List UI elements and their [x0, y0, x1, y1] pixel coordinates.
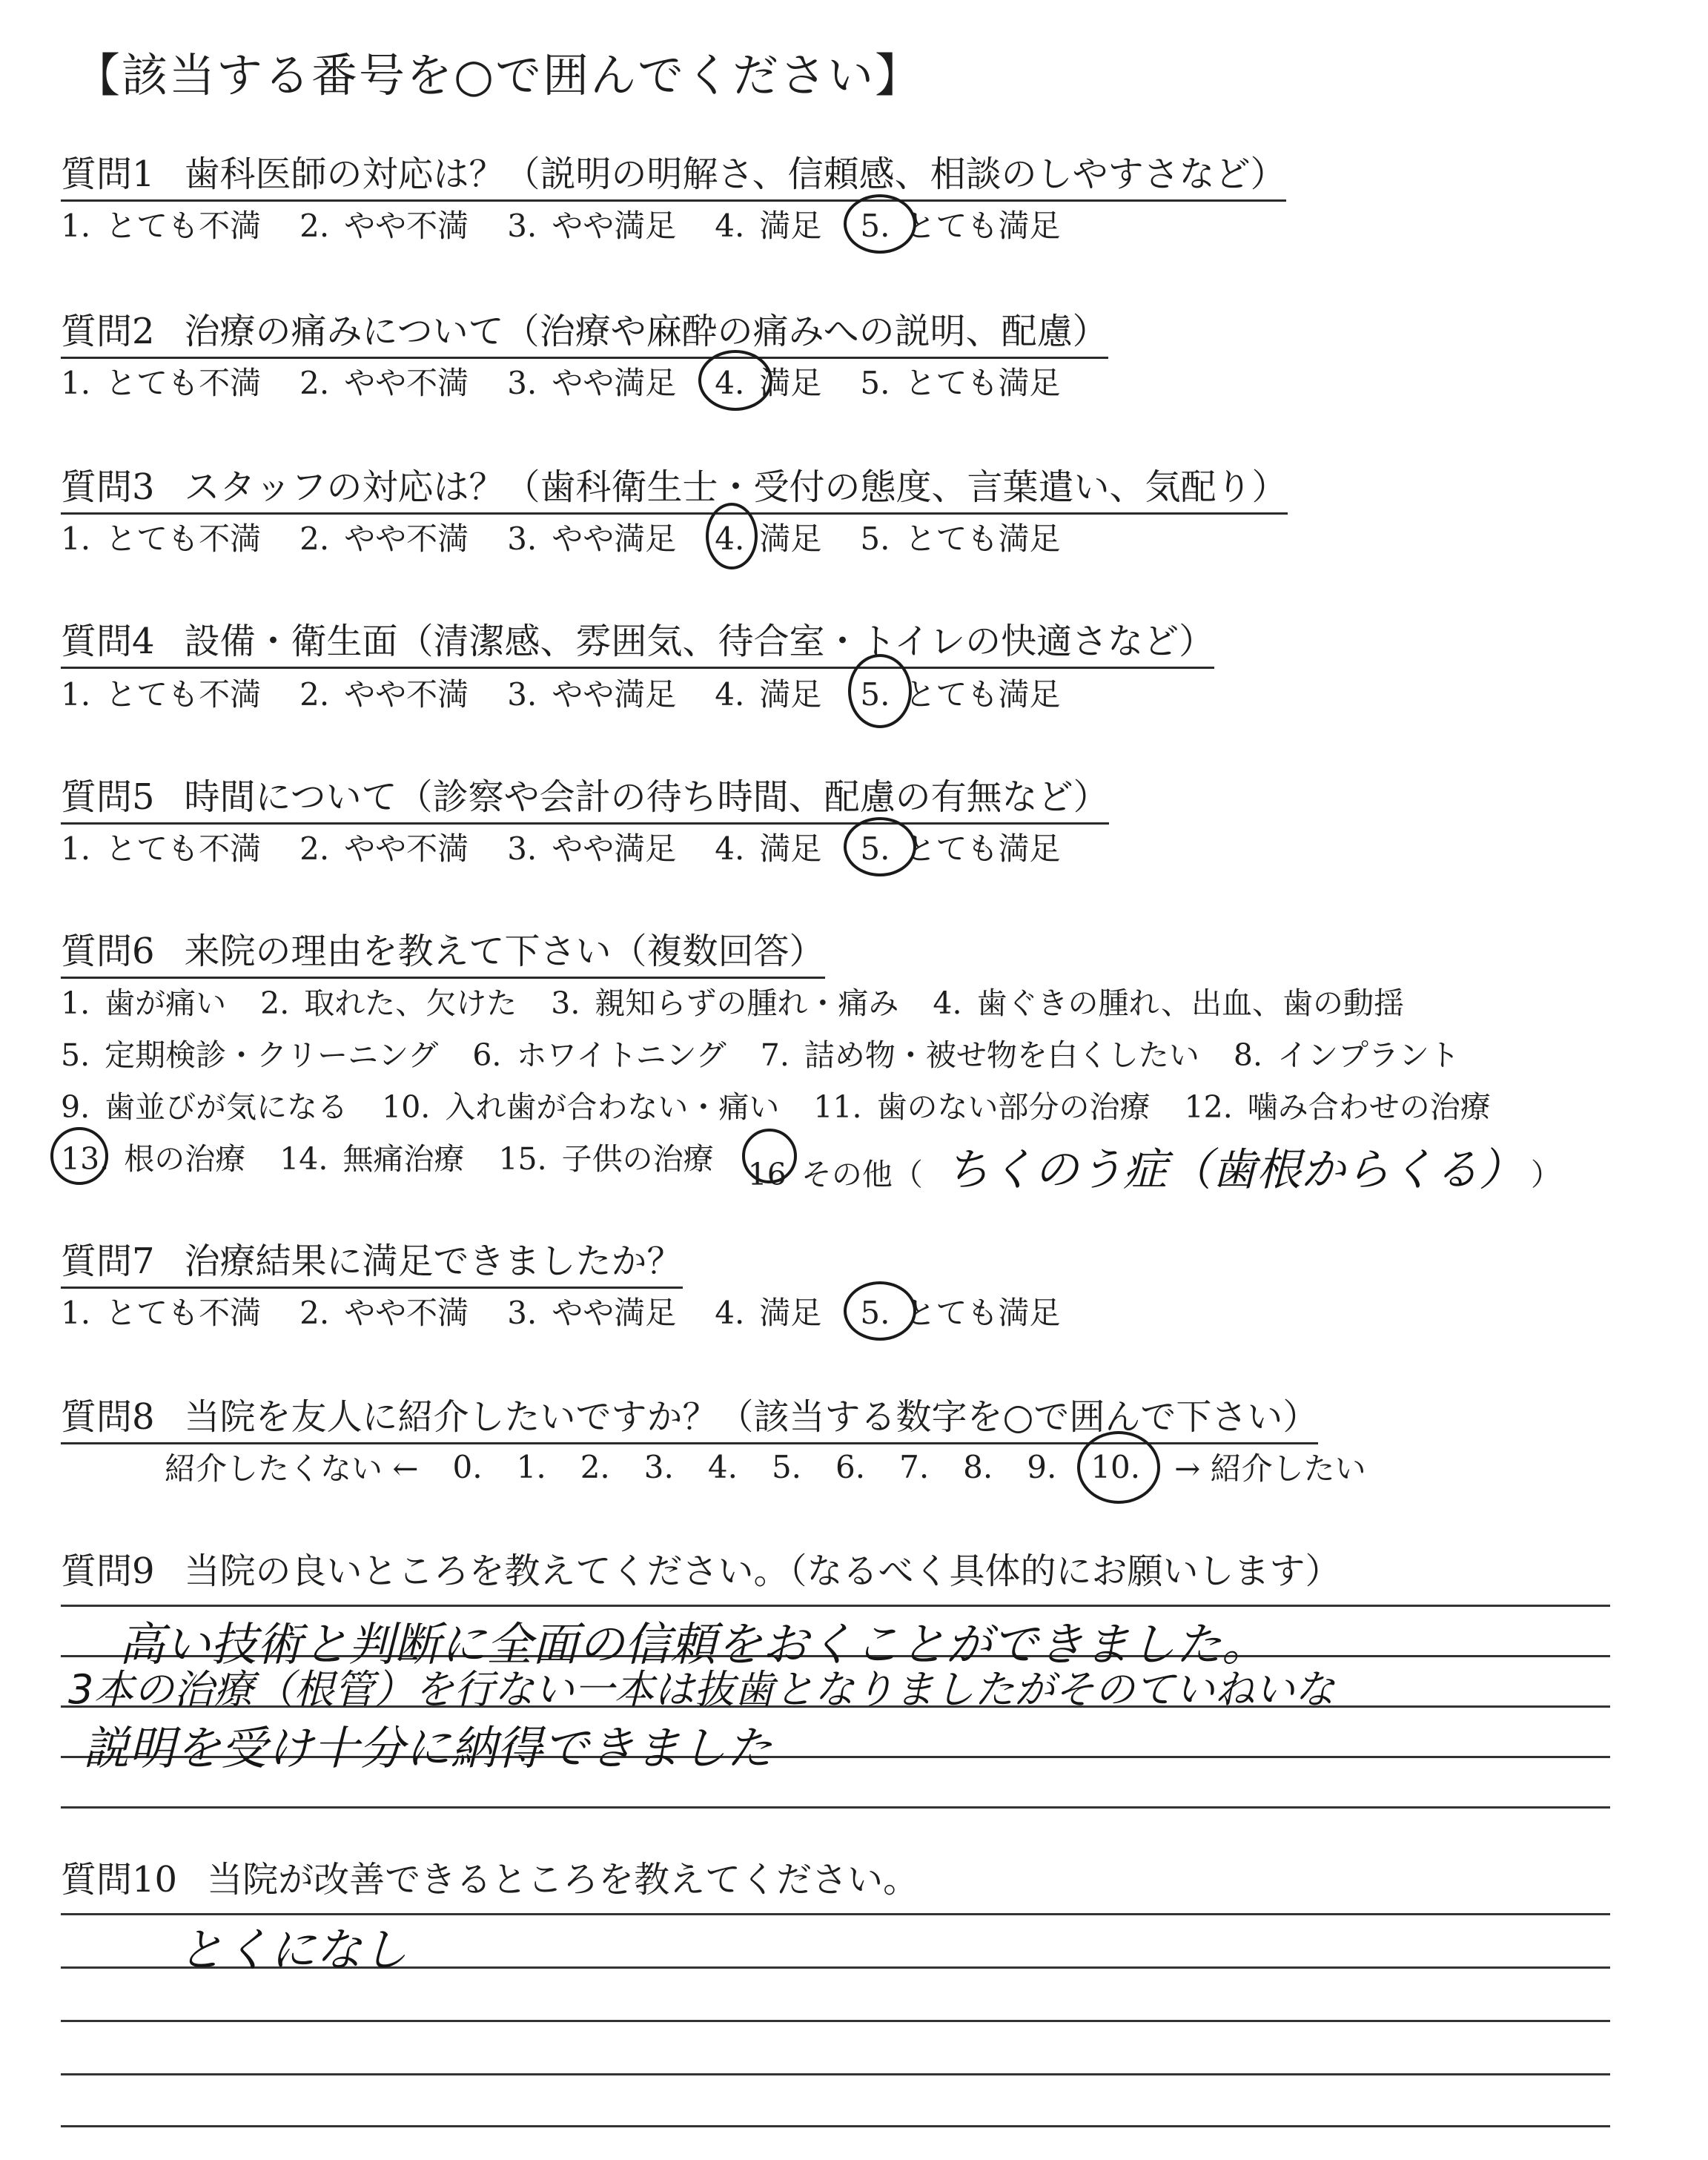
question-6 [61, 922, 825, 979]
reason-row-1 [61, 979, 1404, 1023]
question-number: 質問9 [61, 1550, 155, 1592]
question-number: 質問5 [61, 776, 155, 818]
page-title: 【該当する番号を○で囲んでください】 [74, 48, 923, 102]
question-text: 設備・衛生面（清潔感、雰囲気、待合室・トイレの快適さなど） [184, 621, 1215, 662]
answer-options-1 [61, 202, 1060, 246]
option-5[interactable]: 5. とても満足 [860, 670, 1060, 715]
reason-option[interactable]: 7. 詰め物・被せ物を白くしたい [760, 1037, 1199, 1073]
reason-option[interactable]: 1. 歯が痛い [61, 985, 227, 1021]
reason-option[interactable]: 3. 親知らずの腫れ・痛み [551, 985, 899, 1021]
question-number: 質問3 [61, 466, 155, 508]
handwritten-answer: とくになし [178, 1923, 408, 1977]
answer-line [61, 1605, 1610, 1607]
option-2[interactable]: 2. やや不満 [299, 521, 469, 557]
reason-option[interactable]: 15. 子供の治療 [498, 1141, 714, 1177]
scale-3[interactable]: 3. [643, 1448, 674, 1485]
answer-line [61, 2073, 1610, 2075]
option-2[interactable]: 2. やや不満 [299, 1295, 469, 1331]
question-9 [61, 1542, 1341, 1593]
scale-left-label: 紹介したくない ← [165, 1450, 419, 1487]
question-number: 質問2 [61, 311, 155, 352]
scale-0[interactable]: 0. [452, 1448, 483, 1485]
question-number: 質問8 [61, 1396, 155, 1438]
reason-option[interactable]: 2. 取れた、欠けた [260, 985, 517, 1021]
question-text: 歯科医師の対応は？（説明の明解さ、信頼感、相談のしやすさなど） [184, 153, 1286, 195]
question-text: 治療の痛みについて（治療や麻酔の痛みへの説明、配慮） [184, 311, 1108, 352]
reason-option-16[interactable]: 16 その他（ ちくのう症（歯根からくる） ） [748, 1135, 1561, 1198]
reason-option[interactable]: 9. 歯並びが気になる [61, 1089, 348, 1125]
option-5[interactable]: 5. とても満足 [860, 521, 1061, 557]
option-5[interactable]: 5. とても満足 [860, 365, 1061, 401]
other-reason-handwriting: ちくのう症（歯根からくる） [944, 1144, 1501, 1196]
scale-5[interactable]: 5. [771, 1448, 802, 1485]
option-1[interactable]: 1. とても不満 [61, 676, 262, 713]
answer-line [61, 2125, 1610, 2127]
question-3 [61, 458, 1288, 515]
option-3[interactable]: 3. やや満足 [507, 830, 677, 867]
scale-right-label: → 紹介したい [1174, 1450, 1366, 1487]
scale-1[interactable]: 1. [516, 1448, 546, 1485]
scale-10[interactable]: 10. [1090, 1449, 1140, 1485]
option-3[interactable]: 3. やや満足 [507, 208, 677, 244]
question-text: スタッフの対応は？（歯科衛生士・受付の態度、言葉遣い、気配り） [184, 466, 1288, 508]
reason-option[interactable]: 12. 噛み合わせの治療 [1184, 1089, 1491, 1125]
reason-row-4 [61, 1135, 1561, 1198]
question-text: 当院が改善できるところを教えてください。 [207, 1859, 919, 1900]
answer-options-4 [61, 670, 1060, 715]
reason-option[interactable]: 6. ホワイトニング [472, 1037, 726, 1073]
question-text: 当院の良いところを教えてください。（なるべく具体的にお願いします） [184, 1550, 1341, 1592]
question-2 [61, 303, 1108, 359]
scale-9[interactable]: 9. [1027, 1448, 1057, 1485]
question-number: 質問7 [61, 1241, 155, 1282]
scale-7[interactable]: 7. [899, 1448, 930, 1485]
question-number: 質問6 [61, 931, 155, 972]
question-text: 時間について（診察や会計の待ち時間、配慮の有無など） [184, 776, 1109, 818]
reason-option[interactable]: 10. 入れ歯が合わない・痛い [382, 1089, 780, 1125]
option-1[interactable]: 1. とても不満 [61, 208, 262, 244]
question-text: 来院の理由を教えて下さい（複数回答） [184, 931, 825, 972]
option-2[interactable]: 2. やや不満 [299, 365, 469, 401]
scale-4[interactable]: 4. [707, 1448, 738, 1485]
option-3[interactable]: 3. やや満足 [507, 676, 677, 713]
question-10 [61, 1851, 918, 1902]
handwritten-answer-line: 高い技術と判断に全面の信頼をおくことができました。 [119, 1617, 1268, 1671]
option-3[interactable]: 3. やや満足 [507, 365, 677, 401]
option-1[interactable]: 1. とても不満 [61, 830, 262, 867]
option-2[interactable]: 2. やや不満 [299, 208, 469, 244]
answer-options-2 [61, 359, 1060, 403]
reason-option-13[interactable]: 13. 根の治療 [61, 1135, 245, 1198]
question-number: 質問1 [61, 153, 155, 195]
option-3[interactable]: 3. やや満足 [507, 1295, 677, 1331]
scale-8[interactable]: 8. [963, 1448, 993, 1485]
option-5[interactable]: 5. とても満足 [860, 825, 1060, 869]
reason-option[interactable]: 11. 歯のない部分の治療 [813, 1089, 1151, 1125]
option-3[interactable]: 3. やや満足 [507, 521, 677, 557]
question-number: 質問4 [61, 621, 155, 662]
question-5 [61, 768, 1109, 825]
reason-row-3 [61, 1083, 1491, 1126]
handwritten-answer-line: 説明を受け十分に納得できました [83, 1721, 773, 1775]
question-text: 当院を友人に紹介したいですか？（該当する数字を○で囲んで下さい） [184, 1396, 1319, 1438]
option-5[interactable]: 5. とても満足 [860, 202, 1060, 246]
option-2[interactable]: 2. やや不満 [299, 676, 469, 713]
answer-options-7 [61, 1289, 1060, 1333]
answer-line [61, 2020, 1610, 2022]
scale-6[interactable]: 6. [835, 1448, 866, 1485]
option-4[interactable]: 4. 満足 [715, 830, 822, 867]
option-4[interactable]: 4. 満足 [715, 515, 821, 559]
option-5[interactable]: 5. とても満足 [860, 1289, 1060, 1333]
reason-option[interactable]: 5. 定期検診・クリーニング [61, 1037, 439, 1073]
question-7 [61, 1232, 683, 1289]
option-1[interactable]: 1. とても不満 [61, 365, 262, 401]
option-2[interactable]: 2. やや不満 [299, 830, 469, 867]
option-1[interactable]: 1. とても不満 [61, 1295, 262, 1331]
handwritten-answer-line: 3本の治療（根管）を行ない一本は抜歯となりましたがそのていねいな [68, 1666, 1335, 1713]
answer-line [61, 1806, 1610, 1809]
answer-options-3 [61, 515, 1060, 559]
question-text: 治療結果に満足できましたか？ [184, 1241, 683, 1282]
option-4[interactable]: 4. 満足 [715, 208, 822, 244]
reason-option[interactable]: 14. 無痛治療 [279, 1141, 465, 1177]
question-number: 質問10 [61, 1859, 178, 1900]
recommend-scale [165, 1444, 1366, 1489]
option-4[interactable]: 4. 満足 [715, 676, 822, 713]
question-8 [61, 1388, 1318, 1444]
reason-option[interactable]: 4. 歯ぐきの腫れ、出血、歯の動揺 [933, 985, 1404, 1021]
answer-options-5 [61, 825, 1060, 869]
option-4[interactable]: 4. 満足 [715, 359, 821, 403]
reason-option[interactable]: 8. インプラント [1233, 1037, 1460, 1073]
option-1[interactable]: 1. とても不満 [61, 521, 262, 557]
scale-2[interactable]: 2. [580, 1448, 610, 1485]
option-4[interactable]: 4. 満足 [715, 1295, 822, 1331]
question-1 [61, 145, 1286, 202]
question-4 [61, 612, 1214, 669]
reason-row-2 [61, 1031, 1460, 1074]
